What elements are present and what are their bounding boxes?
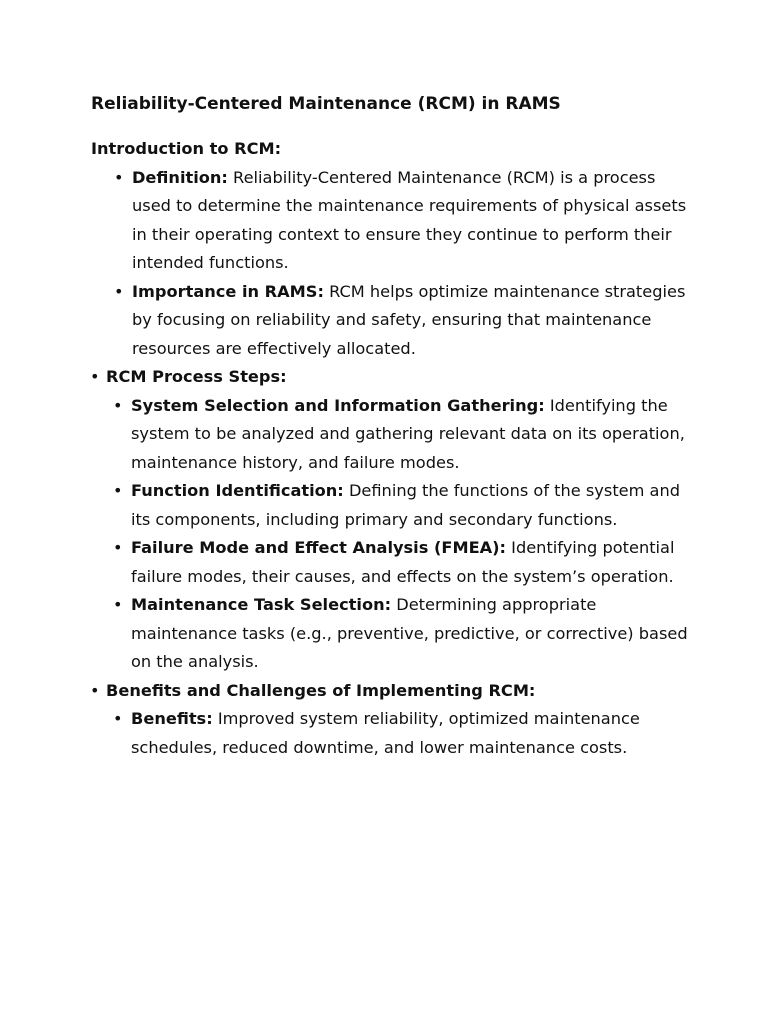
list-item	[113, 591, 691, 677]
item-term: System Selection and Information Gathering:	[131, 395, 545, 415]
item-text: Reliability-Centered Maintenance (RCM) is a process used to determine the maintenance requirements of physical assets in their operating context to ensure they continue to perform their intended functions.	[132, 167, 687, 272]
sub-list	[113, 392, 691, 677]
item-term: Function Identification:	[131, 481, 344, 500]
item-text: Identifying the system to be analyzed and gathering relevant data on its operation, maintenance history, and failure modes.	[131, 395, 685, 472]
bullet-icon: •	[90, 367, 100, 386]
list-item	[114, 278, 691, 364]
list-item	[113, 534, 691, 591]
list-item	[113, 477, 691, 534]
bullet-icon: •	[114, 281, 124, 301]
list-item	[113, 392, 691, 478]
item-term: Definition:	[132, 167, 228, 187]
item-term: Failure Mode and Effect Analysis (FMEA):	[131, 538, 507, 557]
list-item	[113, 705, 691, 762]
section-item-process-steps	[90, 363, 691, 677]
item-term: Benefits:	[131, 709, 213, 728]
item-text: Identifying potential failure modes, their causes, and effects on the system’s operation.	[131, 538, 675, 586]
bullet-icon: •	[114, 167, 124, 187]
intro-list	[114, 164, 691, 364]
document-title: Reliability-Centered Maintenance (RCM) in RAMS	[91, 94, 561, 114]
section-item-benefits-challenges	[90, 677, 691, 763]
item-text: RCM helps optimize maintenance strategies by focusing on reliability and safety, ensuring that maintenance resources are effectively allocated.	[132, 281, 686, 358]
list-item	[114, 164, 691, 278]
bullet-icon: •	[113, 538, 123, 557]
item-text: Defining the functions of the system and its components, including primary and secondary functions.	[131, 481, 680, 529]
bullet-icon: •	[113, 395, 123, 415]
sub-list	[113, 705, 691, 762]
bullet-icon: •	[90, 680, 100, 700]
item-text: Determining appropriate maintenance tasks (e.g., preventive, predictive, or corrective) based on the analysis.	[131, 595, 688, 671]
bullet-icon: •	[113, 709, 123, 728]
item-term: Maintenance Task Selection:	[131, 595, 392, 614]
intro-heading: Introduction to RCM:	[91, 139, 282, 158]
bullet-icon: •	[113, 481, 123, 500]
section-heading: Benefits and Challenges of Implementing RCM:	[106, 680, 536, 700]
item-term: Importance in RAMS:	[132, 281, 324, 301]
section-list	[90, 363, 691, 762]
document-body	[91, 135, 691, 762]
bullet-icon: •	[113, 595, 123, 614]
section-heading: RCM Process Steps:	[106, 367, 287, 386]
item-text: Improved system reliability, optimized maintenance schedules, reduced downtime, and lower maintenance costs.	[131, 709, 640, 757]
